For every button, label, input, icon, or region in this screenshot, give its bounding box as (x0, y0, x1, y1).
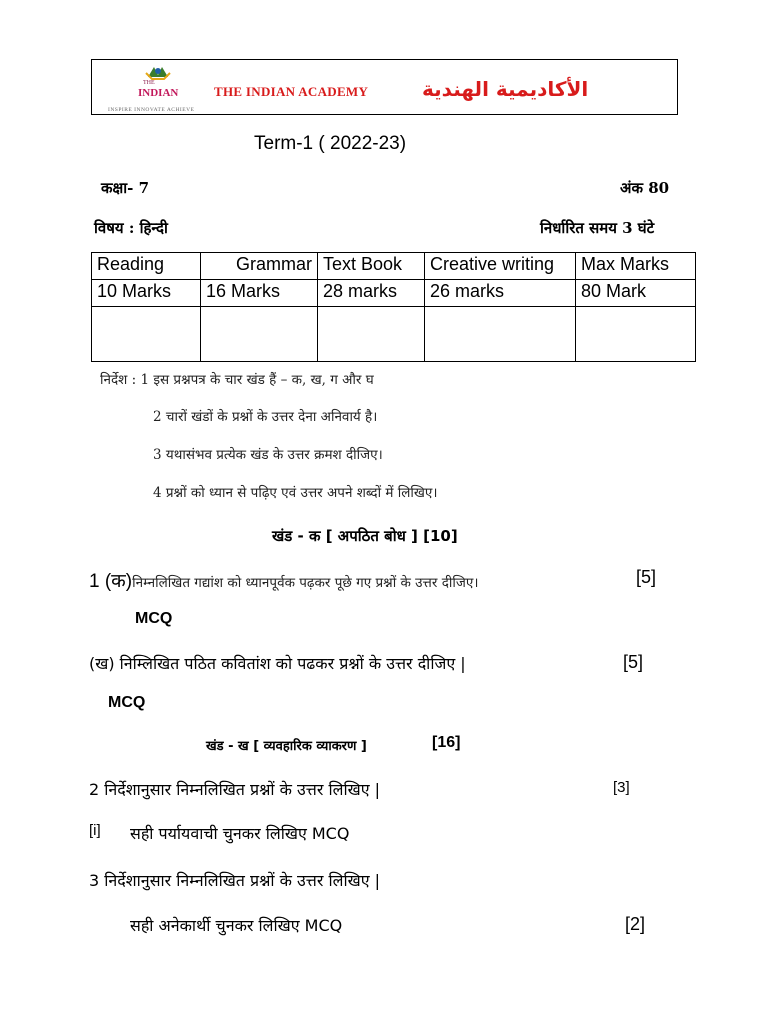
question-1-marks: [5] (636, 567, 657, 587)
table-header-cell: Max Marks (576, 253, 696, 280)
question-2-sub-label: [i] (89, 822, 101, 839)
table-cell: 80 Mark (576, 280, 696, 307)
table-cell: 16 Marks (201, 280, 318, 307)
table-cell: 10 Marks (92, 280, 201, 307)
academy-header-banner (91, 59, 678, 115)
table-cell: 28 marks (318, 280, 425, 307)
academy-name: THE INDIAN ACADEMY (214, 84, 369, 99)
instruction-1: निर्देश : 1 इस प्रश्नपत्र के चार खंड हैं – क, ख, ग और घ (100, 372, 374, 388)
table-cell (425, 307, 576, 362)
marks-distribution-table (91, 252, 696, 362)
section-a-heading: खंड - क [ अपठित बोध ] [10] (272, 527, 458, 545)
class-label: कक्षा- 7 (101, 179, 150, 197)
logo-text-indian: INDIAN (138, 87, 179, 99)
question-1-text: निम्नलिखित गद्यांश को ध्यानपूर्वक पढ़कर पूछे गए प्रश्नों के उत्तर दीजिए। (132, 575, 479, 591)
section-b-heading: खंड - ख [ व्यवहारिक व्याकरण ] (206, 739, 367, 754)
academy-logo (102, 63, 212, 113)
question-2-sub-text: सही पर्यायवाची चुनकर लिखिए MCQ (130, 824, 350, 843)
logo-text-the: THE (143, 80, 155, 86)
table-header-cell: Grammar (201, 253, 318, 280)
academy-name-arabic: الأكاديمية الهندية (422, 77, 589, 101)
question-3-sub-text: सही अनेकार्थी चुनकर लिखिए MCQ (130, 916, 343, 935)
table-header-cell: Creative writing (425, 253, 576, 280)
instruction-3: 3 यथासंभव प्रत्येक खंड के उत्तर क्रमश दीजिए। (153, 447, 383, 463)
instruction-4: 4 प्रश्नों को ध्यान से पढ़िए एवं उत्तर अपने शब्दों में लिखिए। (153, 485, 438, 501)
table-header-cell: Reading (92, 253, 201, 280)
section-b-marks: [16] (432, 734, 461, 751)
term-title: Term-1 ( 2022-23) (254, 133, 407, 154)
table-header-row (92, 253, 696, 280)
time-label: निर्धारित समय 3 घंटे (540, 219, 655, 237)
table-row-empty (92, 307, 696, 362)
table-cell (318, 307, 425, 362)
question-1b-marks: [5] (623, 652, 644, 672)
table-row (92, 280, 696, 307)
subject-label: विषय : हिन्दी (94, 219, 168, 237)
table-header-cell: Text Book (318, 253, 425, 280)
table-cell (201, 307, 318, 362)
table-cell (576, 307, 696, 362)
question-1b-mcq: MCQ (108, 694, 146, 711)
question-3-marks: [2] (625, 914, 646, 934)
total-marks-label: अंक 80 (620, 179, 670, 197)
question-1 (89, 567, 478, 593)
question-2-marks: [3] (613, 779, 630, 796)
logo-tagline: INSPIRE INNOVATE ACHIEVE (108, 107, 195, 113)
table-cell (92, 307, 201, 362)
table-cell: 26 marks (425, 280, 576, 307)
instruction-2: 2 चारों खंडों के प्रश्नों के उत्तर देना अनिवार्य है। (153, 409, 378, 425)
question-1-mcq: MCQ (135, 610, 173, 627)
question-2-text: 2 निर्देशानुसार निम्नलिखित प्रश्नों के उत्तर लिखिए | (89, 780, 381, 799)
question-1b-text: (ख) निम्लिखित पठित कवितांश को पढकर प्रश्नों के उत्तर दीजिए | (89, 654, 466, 673)
question-1-label: 1 (क) (89, 571, 133, 592)
question-3-text: 3 निर्देशानुसार निम्नलिखित प्रश्नों के उत्तर लिखिए | (89, 871, 381, 890)
